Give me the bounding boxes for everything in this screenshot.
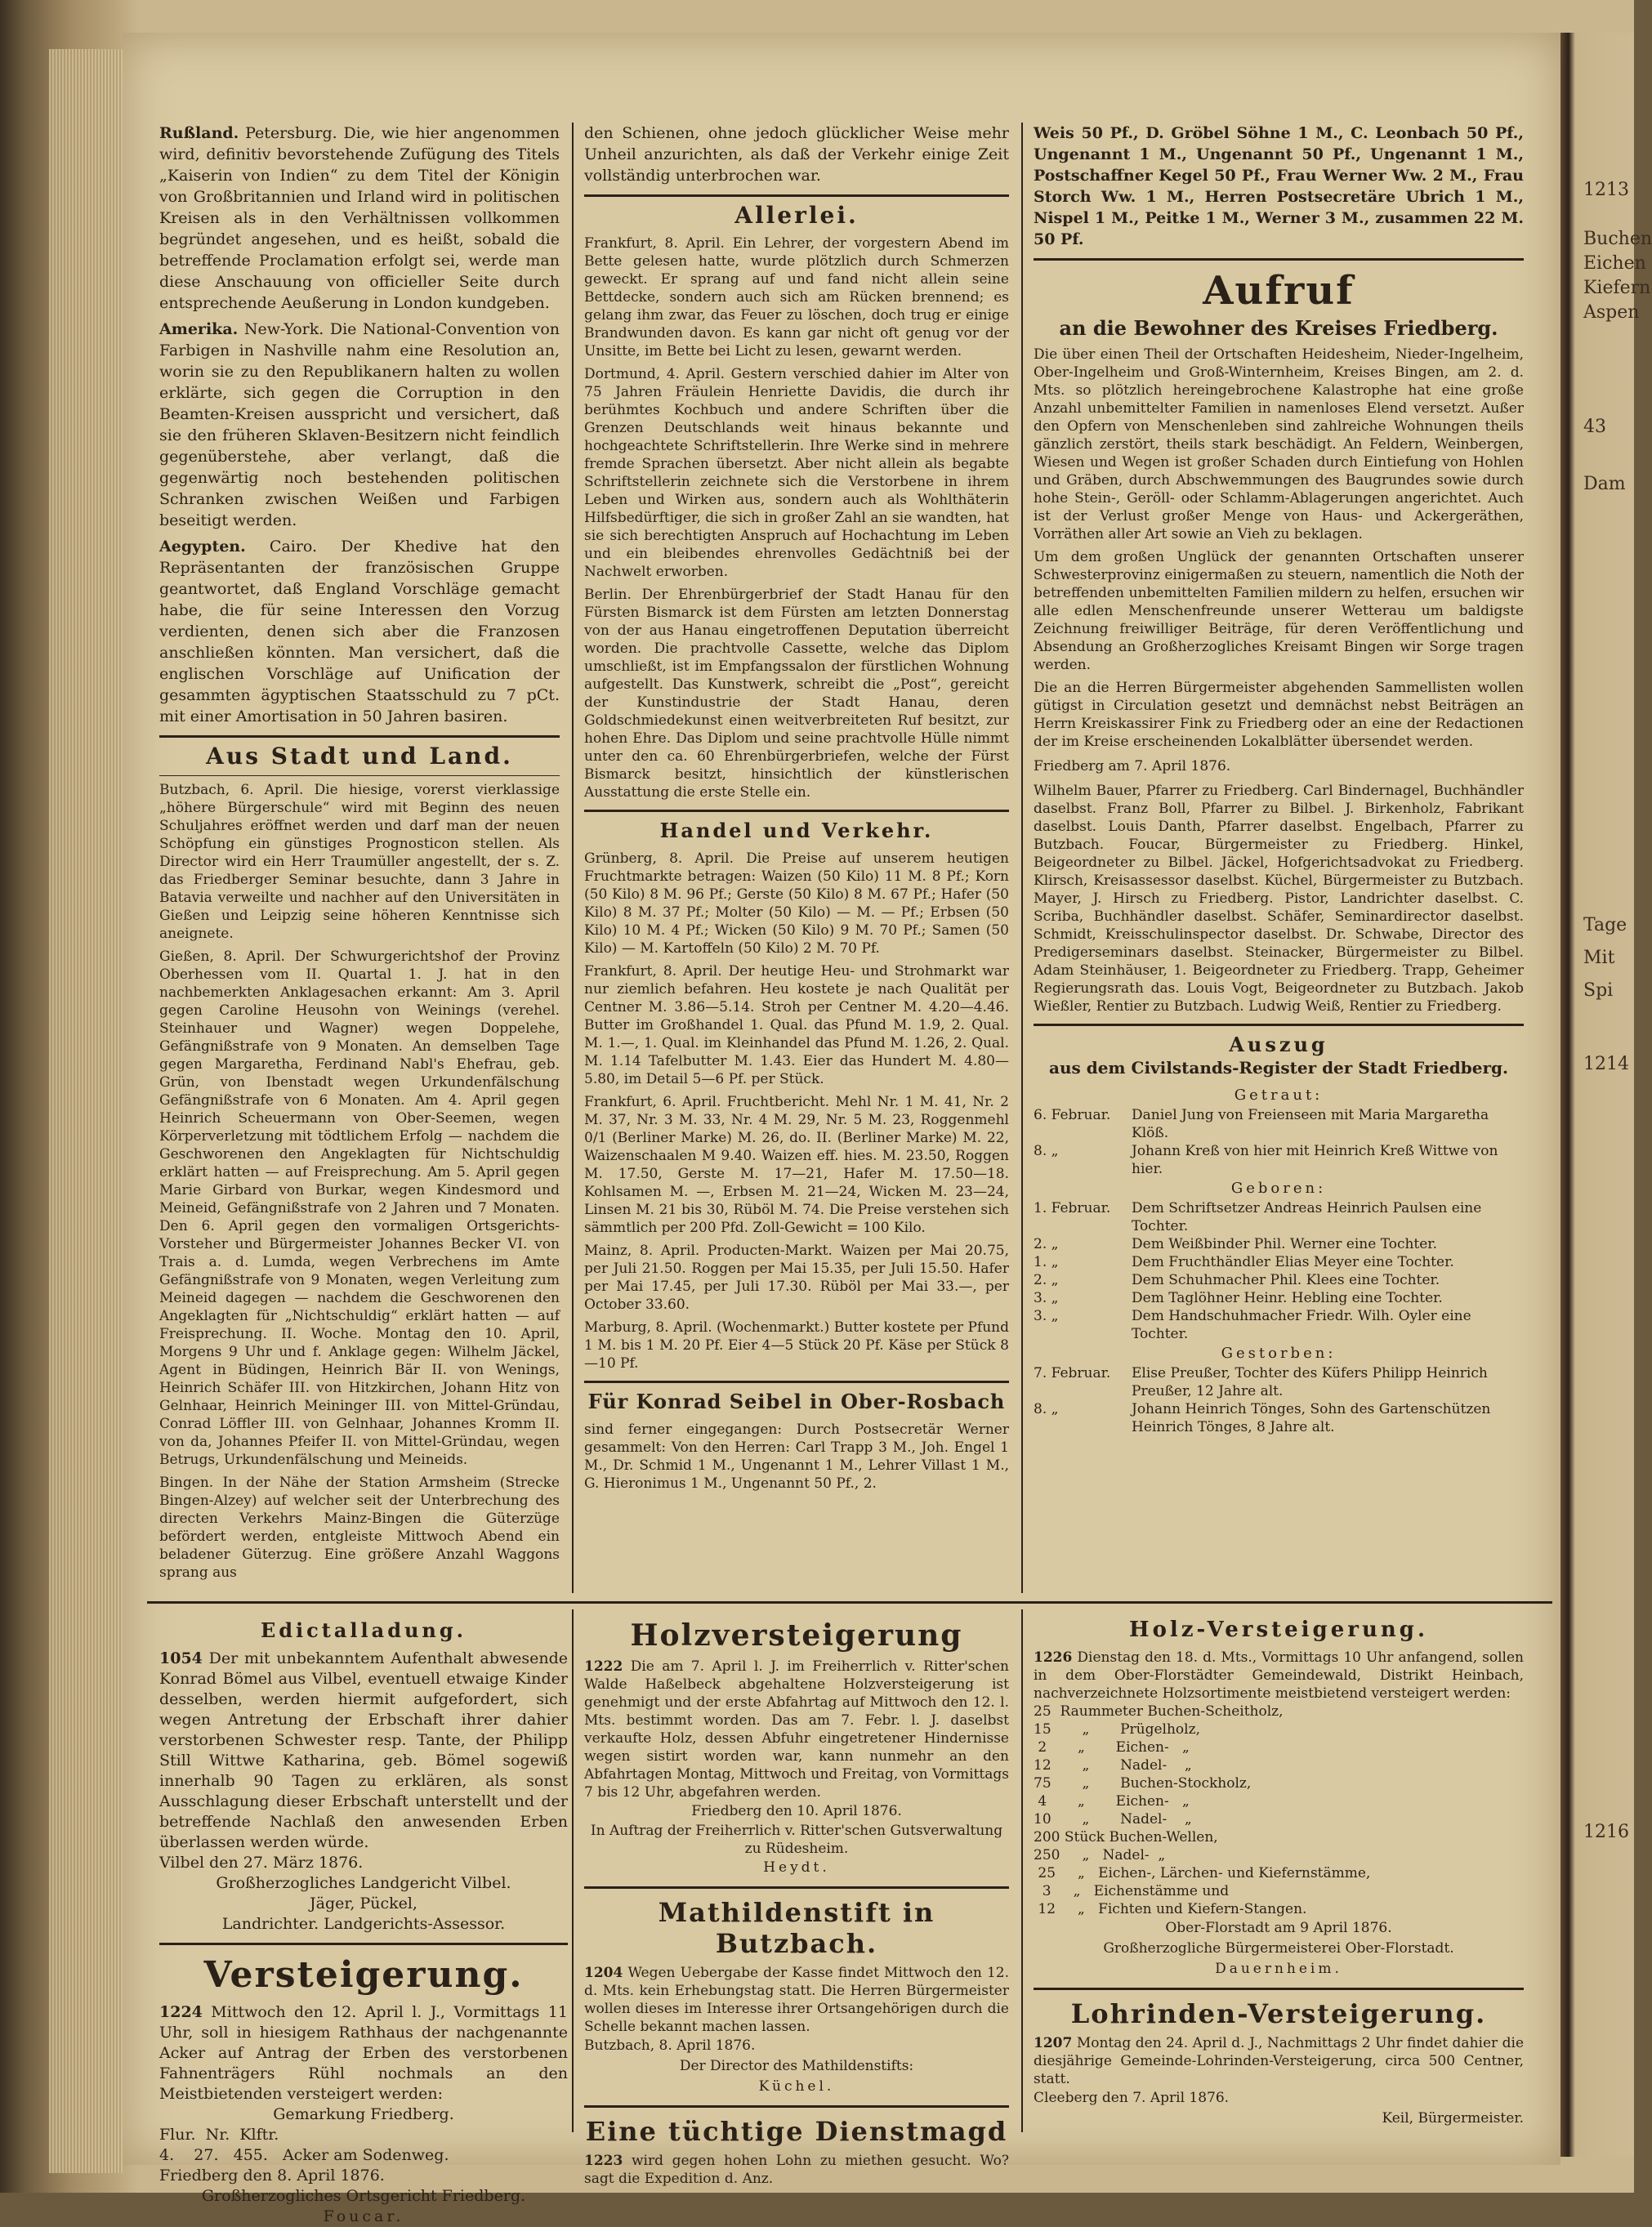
ad-date: Friedberg den 10. April 1876. bbox=[691, 1803, 902, 1819]
ad-table-header: Flur. Nr. Klftr. bbox=[159, 2126, 279, 2144]
ad-number: 1223 bbox=[584, 2153, 623, 2169]
aufruf-paragraph: Die an die Herren Bürgermeister abgehenden Sammellisten wollen gütigst in Circulation gesetzt und demnächst nebst Beiträgen an Herrn Kreiskassirer Fink zu Friedberg oder an eine der Redactionen der im Kreise erscheinenden Lokalblätter übersendet werden. bbox=[1034, 680, 1524, 750]
heading-russland: Rußland. bbox=[159, 124, 239, 142]
column-3 bbox=[1034, 123, 1524, 1436]
article-russland bbox=[159, 123, 560, 314]
article-dortmund: Dortmund, 4. April. Gestern verschied dahier im Alter von 75 Jahren Fräulein Henriette Davidis, die durch ihr berühmtes Kochbuch und andere Schriften über die Grenzen Deutschlands weit hinaus bekannte und hochgeachtete Schriftstellerin. Ihre Werke sind in mehrere fremde Sprachen übersetzt. Aber nicht allein als begabte Schriftstellerin zeichnete sich die Verstorbene in ihrem Leben und Wirken aus, sondern auch als Wohlthäterin Hilfsbedürftiger, die sich in großer Zahl an sie wandten, hat sie sich berechtigten Anspruch auf Hochachtung im Leben und ein bleibendes ehrenvolles Gedächtniß bei der Nachwelt erworben. bbox=[584, 366, 1009, 580]
ad-body: Montag den 24. April d. J., Nachmittags 2 Uhr findet dahier die diesjährige Gemeinde-Lohrinden-Versteigerung, circa 500 Centner, statt. bbox=[1034, 2035, 1525, 2087]
divider bbox=[1034, 1988, 1524, 1990]
ad-title: Holz-Versteigerung. bbox=[1129, 1618, 1428, 1642]
ad-signer: Keil, Bürgermeister. bbox=[1382, 2110, 1524, 2127]
ad-gemarkung: Gemarkung Friedberg. bbox=[273, 2105, 454, 2123]
article-berlin: Berlin. Der Ehrenbürgerbrief der Stadt Hanau für den Fürsten Bismarck ist dem Fürsten am letzten Donnerstag von der aus Hanau eingetroffenen Deputation überreicht worden. Die prachtvolle Cassette, welche das Diplom umschließt, ist im Empfangssalon der fürstlichen Wohnung aufgestellt. Das Kunstwerk, schreibt die „Post“, gereicht der Kunstindustrie der Stadt Hanau, deren Goldschmiedekunst einen weitverbreiteten Ruf besitzt, zur hohen Ehre. Das Diplom und seine prachtvolle Hülle nimmt unter den ca. 60 Ehrenbürgerbriefen, welche der Fürst Bismarck besitzt, hinsichtlich der künstlerischen Ausstattung die erste Stelle ein. bbox=[584, 587, 1009, 801]
aufruf-date: Friedberg am 7. April 1876. bbox=[1034, 758, 1231, 774]
ad-org: Der Director des Mathildenstifts: bbox=[679, 2058, 914, 2074]
ad-title-lohrinden: Lohrinden-Versteigerung. bbox=[1070, 1998, 1487, 2029]
ad-body: Dienstag den 18. d. Mts., Vormittags 10 Uhr anfangend, sollen in dem Ober-Florstädter Gemeindewald, Distrikt Heinbach, nachverzeichnete Holzsortimente meistbietend versteigert werden: bbox=[1034, 1649, 1525, 1702]
adjacent-page-fragment: 1213 bbox=[1583, 180, 1629, 200]
divider bbox=[159, 1943, 568, 1945]
article-continuation: den Schienen, ohne jedoch glücklicher Weise mehr Unheil anzurichten, als daß der Verkehr einige Zeit vollständig unterbrochen war. bbox=[584, 124, 1009, 185]
geboren-label: Geboren: bbox=[1230, 1180, 1327, 1197]
divider bbox=[584, 194, 1009, 197]
divider bbox=[584, 2105, 1009, 2108]
ad-date: Vilbel den 27. März 1876. bbox=[159, 1854, 364, 1872]
column-rule bbox=[572, 123, 574, 1593]
entry-date: 7. Februar. bbox=[1034, 1365, 1111, 1381]
adjacent-page-fragment: 1214 bbox=[1583, 1054, 1629, 1074]
ad-number: 1204 bbox=[584, 1965, 623, 1981]
ad-text bbox=[584, 1658, 1009, 1801]
ad-text bbox=[159, 1649, 568, 1853]
entry-date: 3. „ bbox=[1034, 1308, 1059, 1324]
ad-title: Edictalladung. bbox=[260, 1618, 467, 1642]
ad-text bbox=[584, 1964, 1009, 2036]
register-entry bbox=[1034, 1400, 1524, 1436]
ad-title-mathilden: Mathildenstift in Butzbach. bbox=[658, 1897, 935, 1959]
auszug-title: Auszug bbox=[1229, 1033, 1328, 1056]
ad-text bbox=[1034, 1649, 1524, 1703]
entry-date: 6. Februar. bbox=[1034, 1107, 1111, 1123]
heading-amerika: Amerika. bbox=[159, 320, 239, 338]
adjacent-page-fragment: Buchen bbox=[1583, 229, 1652, 249]
market-marburg: Marburg, 8. April. (Wochenmarkt.) Butter kostete per Pfund 1 M. bis 1 M. 20 Pf. Eier 4—5 Stück 20 Pf. Käse per Stück 8—10 Pf. bbox=[584, 1319, 1009, 1372]
gestorben-label: Gestorben: bbox=[1221, 1345, 1337, 1362]
register-entry bbox=[1034, 1235, 1524, 1253]
adjacent-page-fragment: Kiefern bbox=[1583, 278, 1651, 298]
register-entry bbox=[1034, 1142, 1524, 1178]
divider bbox=[159, 775, 560, 776]
ad-signer: Foucar. bbox=[323, 2207, 404, 2225]
wood-item: 12 „ Nadel- „ bbox=[1034, 1757, 1192, 1774]
article-giessen: Gießen, 8. April. Der Schwurgerichtshof der Provinz Oberhessen vom II. Quartal 1. J. hat in den nachbemerkten Anklagesachen erkannt: Am 3. April gegen Caroline Heusohn von Weinings (verehel. Steinhauer und Wagner) wegen Doppelehe, Gefängnißstrafe von 9 Monaten. An demselben Tage gegen Margaretha, Ferdinand Nabl's Ehefrau, geb. Grün, von Ibenstadt wegen Urkundenfälschung Gefängnißstrafe von 6 Monaten. Am 4. April gegen Heinrich Scheuermann von Ober-Seemen, wegen Körperverletzung mit tödtlichem Erfolg — nachdem die Geschworenen den Angeklagten für Nichtschuldig erklärt hatten — auf Freisprechung. Am 5. April gegen Marie Girbard von Burkar, wegen Kindesmord und Meineid, Gefängnißstrafe von 2 Jahren und 7 Monaten. Den 6. April gegen den vormaligen Ortsgerichts-Vorsteher und Bürgermeister Johannes Becker VI. von Trais a. d. Lumda, wegen Verbrechens im Amte Gefängnißstrafe von 9 Monaten, wegen Verleitung zum Meineid dagegen — nachdem die Geschworenen den Angeklagten für „Nichtschuldig“ erklärt hatten — auf Freisprechung. II. Woche. Montag den 10. April, Morgens 9 Uhr und f. Anklage gegen: Wilhelm Jäckel, Agent in Büdingen, Heinrich Bär II. von Wenings, Heinrich Schäfer III. von Hitzkirchen, Johann Hitz von Gelnhaar, Heinrich Meininger III. von Mittel-Gründau, Conrad Löffler III. von Gelnhaar, Johannes Kromm II. von da, Johannes Pfeifer II. von Mittel-Gründau, wegen Betrugs, Urkundenfälschung und Meineids. bbox=[159, 948, 560, 1468]
register-entry bbox=[1034, 1307, 1524, 1343]
ad-org: Großherzogliches Landgericht Vilbel. bbox=[216, 1874, 511, 1892]
wood-item: 75 „ Buchen-Stockholz, bbox=[1034, 1775, 1252, 1792]
entry-text: Dem Handschuhmacher Friedr. Wilh. Oyler eine Tochter. bbox=[1132, 1308, 1471, 1342]
aufruf-title: Aufruf bbox=[1203, 268, 1355, 314]
ad-org: In Auftrag der Freiherrlich v. Ritter'schen Gutsverwaltung zu Rüdesheim. bbox=[590, 1823, 1003, 1857]
ad-signer: Heydt. bbox=[763, 1859, 830, 1876]
ad-body: wird gegen hohen Lohn zu miethen gesucht. Wo? sagt die Expedition d. Anz. bbox=[584, 2153, 1009, 2187]
market-mainz: Mainz, 8. April. Producten-Markt. Waizen per Mai 20.75, per Juli 21.50. Roggen per Mai 15.35, per Juli 15.50. Hafer per Mai 17.45, per Juli 17.30. Rüböl per Mai 33.—, per October 33.60. bbox=[584, 1243, 1009, 1313]
register-entry bbox=[1034, 1253, 1524, 1271]
ads-divider bbox=[147, 1601, 1552, 1604]
article-butzbach: Butzbach, 6. April. Die hiesige, vorerst vierklassige „höhere Bürgerschule“ wird mit Beginn des neuen Schuljahres eröffnet werden und darf man der neuen Schöpfung ein günstiges Prognosticon stellen. Als Director wird ein Herr Traumüller angestellt, der s. Z. das Friedberger Seminar besuchte, dann 3 Jahre in Batavia verweilte und nachher auf den Universitäten in Gießen und Leipzig seine höheren Kenntnisse sich aneignete. bbox=[159, 782, 560, 942]
ad-org: Großherzogliche Bürgermeisterei Ober-Florstadt. bbox=[1103, 1940, 1454, 1957]
ad-date: Ober-Florstadt am 9 April 1876. bbox=[1165, 1920, 1392, 1936]
divider bbox=[584, 810, 1009, 812]
entry-date: 8. „ bbox=[1034, 1143, 1059, 1159]
entry-text: Dem Schuhmacher Phil. Klees eine Tochter. bbox=[1132, 1272, 1440, 1288]
page-stack-edge bbox=[49, 49, 123, 2173]
divider bbox=[1034, 1024, 1524, 1026]
section-title-stadt-land: Aus Stadt und Land. bbox=[206, 743, 513, 770]
adjacent-page-fragment: 1216 bbox=[1583, 1822, 1629, 1842]
entry-date: 3. „ bbox=[1034, 1290, 1059, 1306]
ad-text bbox=[584, 2152, 1009, 2188]
adjacent-page-fragment: Mit bbox=[1583, 948, 1615, 968]
ad-number: 1054 bbox=[159, 1649, 203, 1667]
wood-item: 25 Raummeter Buchen-Scheitholz, bbox=[1034, 1703, 1284, 1720]
donation-continuation: Weis 50 Pf., D. Gröbel Söhne 1 M., C. Leonbach 50 Pf., Ungenannt 1 M., Ungenannt 50 Pf., Ungenannt 1 M., Postschaffner Kegel 50 Pf., Frau Werner Ww. 2 M., Frau Storch Ww. 1 M., Herren Postsecretäre Ubrich 1 M., Nispel 1 M., Peitke 1 M., Werner 3 M., zusammen 22 M. 50 Pf. bbox=[1034, 124, 1524, 248]
column-2 bbox=[584, 123, 1009, 1497]
divider bbox=[159, 735, 560, 738]
register-entry bbox=[1034, 1289, 1524, 1307]
ad-title: Holzversteigerung bbox=[630, 1618, 963, 1653]
column-rule bbox=[572, 1609, 574, 2132]
aufruf-subtitle: an die Bewohner des Kreises Friedberg. bbox=[1059, 316, 1498, 340]
adjacent-page-fragment: Tage bbox=[1583, 915, 1627, 935]
market-gruenberg: Grünberg, 8. April. Die Preise auf unserem heutigen Fruchtmarkte betragen: Waizen (50 Kilo) 11 M. 8 Pf.; Korn (50 Kilo) 8 M. 96 Pf.; Gerste (50 Kilo) 8 M. 67 Pf.; Hafer (50 Kilo) 8 M. 37 Pf.; Molter (50 Kilo) — M. — Pf.; Erbsen (50 Kilo) 10 M. 4 Pf.; Wicken (50 Kilo) 9 M. 70 Pf.; Samen (50 Kilo) — M. Kartoffeln (50 Kilo) 2 M. 70 Pf. bbox=[584, 850, 1009, 957]
market-frankfurt-frucht: Frankfurt, 6. April. Fruchtbericht. Mehl Nr. 1 M. 41, Nr. 2 M. 37, Nr. 3 M. 33, Nr. 4 M. 29, Nr. 5 M. 23, Roggenmehl 0/1 (Berliner Marke) M. 26, do. II. (Berliner Marke) M. 22, Waizenschaalen M 9.40. Waizen eff. hies. M. 23.50, Roggen M. 17.50, Gerste M. 17—21, Hafer M. 17.50—18. Kohlsamen M. —, Erbsen M. 21—24, Wicken M. 23—24, Linsen M. 21 bis 30, Rüböl M. 74. Die Preise verstehen sich sämmtlich per 200 Pfd. Zoll-Gewicht = 100 Kilo. bbox=[584, 1094, 1009, 1236]
adjacent-page-edge bbox=[1560, 33, 1652, 2157]
register-entry bbox=[1034, 1199, 1524, 1235]
column-rule bbox=[1021, 1609, 1023, 2132]
entry-text: Elise Preußer, Tochter des Küfers Philipp Heinrich Preußer, 12 Jahre alt. bbox=[1132, 1365, 1488, 1399]
entry-date: 2. „ bbox=[1034, 1236, 1059, 1252]
entry-text: Johann Kreß von hier mit Heinrich Kreß Wittwe von hier. bbox=[1132, 1143, 1498, 1177]
ad-title-versteigerung: Versteigerung. bbox=[203, 1954, 524, 1996]
text-amerika: New-York. Die National-Convention von Farbigen in Nashville nahm eine Resolution an, worin sie zu den Republikanern halten zu wollen erklärte, sich gegen die Corruption in den Beamten-Kreisen ausspricht und versichert, daß sie den früheren Sklaven-Besitzern nicht feindlich gegenüberstehe, aber verlangt, daß die gegenwärtig noch bestehenden politischen Schranken zwischen Weißen und Farbigen beseitigt werden. bbox=[159, 320, 560, 529]
entry-text: Daniel Jung von Freienseen mit Maria Margaretha Klöß. bbox=[1132, 1107, 1489, 1141]
ad-date: Friedberg den 8. April 1876. bbox=[159, 2167, 385, 2185]
entry-text: Johann Heinrich Tönges, Sohn des Gartenschützen Heinrich Tönges, 8 Jahre alt. bbox=[1132, 1401, 1491, 1435]
auszug-subtitle: aus dem Civilstands-Register der Stadt Friedberg. bbox=[1048, 1058, 1508, 1078]
divider bbox=[584, 1886, 1009, 1889]
ad-signers: Jäger, Pückel, bbox=[310, 1895, 417, 1912]
ad-number: 1222 bbox=[584, 1658, 623, 1675]
section-title-seibel: Für Konrad Seibel in Ober-Rosbach bbox=[587, 1390, 1006, 1413]
donation-list: sind ferner eingegangen: Durch Postsecretär Werner gesammelt: Von den Herren: Carl Trapp 3 M., Joh. Engel 1 M., Dr. Schmid 1 M., Ungenannt 1 M., Lehrer Villast 1 M., G. Hieronimus 1 M., Ungenannt 50 Pf., 2. bbox=[584, 1421, 1009, 1492]
register-entry bbox=[1034, 1271, 1524, 1289]
ad-signer: Dauernheim. bbox=[1215, 1961, 1342, 1977]
section-title-handel: Handel und Verkehr. bbox=[659, 819, 934, 842]
register-entry bbox=[1034, 1364, 1524, 1400]
divider bbox=[1034, 258, 1524, 261]
column-1 bbox=[159, 123, 560, 1587]
adjacent-page-fragment: Eichen bbox=[1583, 253, 1646, 274]
ad-text bbox=[159, 2002, 568, 2104]
article-bingen: Bingen. In der Nähe der Station Armsheim (Strecke Bingen-Alzey) auf welcher seit der Unterbrechung des directen Verkehrs Mainz-Bingen die Güterzüge befördert werden, entgleiste Mittwoch Abend ein beladener Güterzug. Eine größere Anzahl Waggons sprang aus bbox=[159, 1475, 560, 1581]
wood-item: 3 „ Eichenstämme und bbox=[1034, 1883, 1230, 1899]
text-russland: Petersburg. Die, wie hier angenommen wird, definitiv bevorstehende Zufügung des Titels „Kaiserin von Indien“ zu dem Titel der Königin von Großbritannien und Irland wird in politischen Kreisen als in den Verhältnissen vollkommen begründet angesehen, und es heißt, sobald die betreffende Proclamation erfolgt sei, werde man diese Anschauung von officieller Seite durch entsprechende Aeußerung in London kundgeben. bbox=[159, 124, 560, 312]
adjacent-page-fragment: 43 bbox=[1583, 417, 1606, 437]
entry-text: Dem Schriftsetzer Andreas Heinrich Paulsen eine Tochter. bbox=[1132, 1200, 1482, 1234]
ad-table-row: 4. 27. 455. Acker am Sodenweg. bbox=[159, 2146, 449, 2164]
ad-number: 1226 bbox=[1034, 1649, 1073, 1666]
newspaper-page bbox=[123, 33, 1560, 2225]
ad-number: 1224 bbox=[159, 2003, 203, 2021]
aufruf-paragraph: Um dem großen Unglück der genannten Ortschaften unserer Schwesterprovinz einigermaßen zu steuern, namentlich die Noth der betreffenden unbemittelten Familien mildern zu helfen, ersuchen wir alle edlen Menschenfreunde unserer Wetterau um baldigste Zeichnung freiwilliger Beiträge, für deren Veröffentlichung und Absendung an Großherzogliches Kreisamt Bingen wir Sorge tragen werden. bbox=[1034, 549, 1524, 673]
entry-text: Dem Taglöhner Heinr. Hebling eine Tochter. bbox=[1132, 1290, 1443, 1306]
market-frankfurt-heu: Frankfurt, 8. April. Der heutige Heu- und Strohmarkt war nur ziemlich befahren. Heu kostete je nach Qualität per Centner M. 3.86—5.14. Stroh per Centner M. 4.20—4.46. Butter im Großhandel 1. Qual. das Pfund M. 1.9, 2. Qual. M. 1.—, 1. Qual. im Kleinhandel das Pfund M. 1.26, 2. Qual. M. 1.14 Tafelbutter M. 1.43. Eier das Hundert M. 4.80—5.80, im Detail 5—6 Pf. per Stück. bbox=[584, 963, 1009, 1087]
register-entry bbox=[1034, 1106, 1524, 1142]
wood-item: 2 „ Eichen- „ bbox=[1034, 1739, 1190, 1756]
ad-number: 1207 bbox=[1034, 2035, 1073, 2051]
adjacent-page-fragment: Aspen bbox=[1583, 302, 1640, 323]
wood-item: 25 „ Eichen-, Lärchen- und Kiefernstämme, bbox=[1034, 1865, 1371, 1881]
entry-text: Dem Fruchthändler Elias Meyer eine Tochter. bbox=[1132, 1254, 1454, 1270]
getraut-label: Getraut: bbox=[1234, 1087, 1324, 1104]
ad-edictalladung bbox=[159, 1613, 568, 2227]
wood-item: 4 „ Eichen- „ bbox=[1034, 1793, 1190, 1810]
wood-item: 250 „ Nadel- „ bbox=[1034, 1847, 1166, 1863]
ad-date: Cleeberg den 7. April 1876. bbox=[1034, 2090, 1230, 2106]
ad-body: Wegen Uebergabe der Kasse findet Mittwoch den 12. d. Mts. kein Erhebungstag statt. Die Herren Bürgermeister wollen dieses im Interesse ihrer Ortsangehörigen durch die Schelle bekannt machen lassen. bbox=[584, 1965, 1010, 2035]
ad-text bbox=[1034, 2034, 1524, 2088]
wood-item: 12 „ Fichten und Kiefern-Stangen. bbox=[1034, 1901, 1307, 1917]
article-frankfurt: Frankfurt, 8. April. Ein Lehrer, der vorgestern Abend im Bette gelesen hatte, wurde plötzlich durch Schmerzen geweckt. Er sprang auf und fand nicht allein seine Bettdecke, sondern auch sich am Rücken brennend; es gelang ihm zwar, das Feuer zu löschen, doch trug er einige Brandwunden davon. Es kann gar nicht oft genug vor der Unsitte, im Bette bei Licht zu lesen, gewarnt werden. bbox=[584, 235, 1009, 359]
ad-roles: Landrichter. Landgerichts-Assessor. bbox=[221, 1915, 506, 1933]
ad-body: Der mit unbekanntem Aufenthalt abwesende Konrad Bömel aus Vilbel, eventuell etwaige Kinder desselben, werden hiermit aufgefordert, sich wegen Antretung der Erbschaft ihrer dahier verstorbenen Schwester resp. Tante, der Philipp Still Wittwe Katharina, geb. Bömel sogewiß innerhalb 90 Tagen zu erklären, als sonst Ausschlagung dieser Erbschaft unterstellt und der betreffende Nachlaß den anwesenden Erben überlassen werden würde. bbox=[159, 1649, 568, 1851]
ad-holz-1 bbox=[584, 1613, 1009, 2188]
ad-holz-2 bbox=[1034, 1613, 1524, 2129]
entry-text: Dem Weißbinder Phil. Werner eine Tochter. bbox=[1132, 1236, 1437, 1252]
entry-date: 1. „ bbox=[1034, 1254, 1059, 1270]
ad-org: Großherzogliches Ortsgericht Friedberg. bbox=[201, 2187, 526, 2205]
ad-title-dienstmagd: Eine tüchtige Dienstmagd bbox=[585, 2116, 1008, 2147]
ad-date: Butzbach, 8. April 1876. bbox=[584, 2037, 756, 2054]
divider bbox=[584, 1381, 1009, 1383]
entry-date: 1. Februar. bbox=[1034, 1200, 1111, 1216]
column-rule bbox=[1021, 123, 1023, 1593]
article-amerika bbox=[159, 319, 560, 531]
ad-body: Mittwoch den 12. April l. J., Vormittags 11 Uhr, soll in hiesigem Rathhaus der nachgenannte Acker auf Antrag der Erben des verstorbenen Fahnenträgers Rühl nochmals an den Meistbietenden versteigert werden: bbox=[159, 2003, 568, 2103]
ad-signer: Küchel. bbox=[758, 2078, 835, 2095]
adjacent-page-fragment: Spi bbox=[1583, 980, 1614, 1001]
wood-item: 15 „ Prügelholz, bbox=[1034, 1721, 1200, 1738]
adjacent-page-fragment: Dam bbox=[1583, 474, 1626, 494]
wood-item: 200 Stück Buchen-Wellen, bbox=[1034, 1829, 1218, 1845]
wood-item: 10 „ Nadel- „ bbox=[1034, 1811, 1192, 1828]
entry-date: 8. „ bbox=[1034, 1401, 1059, 1417]
aufruf-paragraph: Die über einen Theil der Ortschaften Heidesheim, Nieder-Ingelheim, Ober-Ingelheim und Groß-Winternheim, Kreises Bingen, am 2. d. Mts. so plötzlich hereingebrochene Kalastrophe hat eine große Anzahl unbemittelter Familien in namenloses Elend versetzt. Außer den Opfern von Menschenleben sind zahlreiche Wohnungen theils gänzlich zerstört, theils stark beschädigt. An Feldern, Weinbergen, Wiesen und Wegen ist großer Schaden durch Eintiefung von Hohlen und Gräben, durch Abschwemmungen des Baugrundes sowie durch hohe Stein-, Geröll- oder Schlamm-Ablagerungen angerichtet. Auch ist der Verlust großer Menge von Haus- und Ackergeräthen, Vorräthen aller Art sowie an Vieh zu beklagen. bbox=[1034, 346, 1524, 542]
article-aegypten bbox=[159, 536, 560, 727]
section-title-allerlei: Allerlei. bbox=[734, 202, 859, 229]
ad-body: Die am 7. April l. J. im Freiherrlich v. Ritter'schen Walde Haßelbeck abgehaltene Holzversteigerung ist genehmigt und der erste Abfahrtag auf Mittwoch den 12. l. Mts. bestimmt worden. Das am 7. Febr. l. J. daselbst verkaufte Holz, dessen Abfuhr eingetretener Hindernisse wegen sistirt worden war, kann nunmehr an den Abfahrtagen Montag, Mittwoch und Freitag, von Vormittags 7 bis 12 Uhr, abgefahren werden. bbox=[584, 1658, 1009, 1801]
entry-date: 2. „ bbox=[1034, 1272, 1059, 1288]
text-aegypten: Cairo. Der Khedive hat den Repräsentanten der französischen Gruppe geantwortet, daß England Vorschläge gemacht habe, die für seine Interessen den Vorzug verdienten, denen sich aber die Franzosen anschließen könnten. Man versichert, daß die englischen Vorschläge auf Unification der gesammten ägyptischen Staatsschuld zu 7 pCt. mit einer Amortisation in 50 Jahren basiren. bbox=[159, 538, 560, 725]
heading-aegypten: Aegypten. bbox=[159, 538, 246, 556]
aufruf-signers: Wilhelm Bauer, Pfarrer zu Friedberg. Carl Bindernagel, Buchhändler daselbst. Franz Boll, Pfarrer zu Bilbel. J. Birkenholz, Fabrikant daselbst. Louis Danth, Pfarrer daselbst. Engelbach, Pfarrer zu Butzbach. Foucar, Bürgermeister zu Friedberg. Hinkel, Beigeordneter zu Bilbel. Jäckel, Hofgerichtsadvokat zu Friedberg. Klirsch, Kreisassessor daselbst. Küchel, Bürgermeister zu Butzbach. Mayer, J. Hirsch zu Friedberg. Pistor, Landrichter daselbst. C. Scriba, Buchhändler daselbst. Schäfer, Seminardirector daselbst. Schmidt, Kreisschulinspector daselbst. Dr. Schwabe, Director des Predigerseminars daselbst. Steinacker, Bürgermeister zu Bilbel. Adam Steinhäuser, 1. Beigeordneter zu Friedberg. Trapp, Geheimer Regierungsrath das. Louis Vogt, Beigeordneter zu Butzbach. Jakob Wießler, Rentier zu Butzbach. Ludwig Weiß, Rentier zu Friedberg. bbox=[1034, 783, 1524, 1015]
